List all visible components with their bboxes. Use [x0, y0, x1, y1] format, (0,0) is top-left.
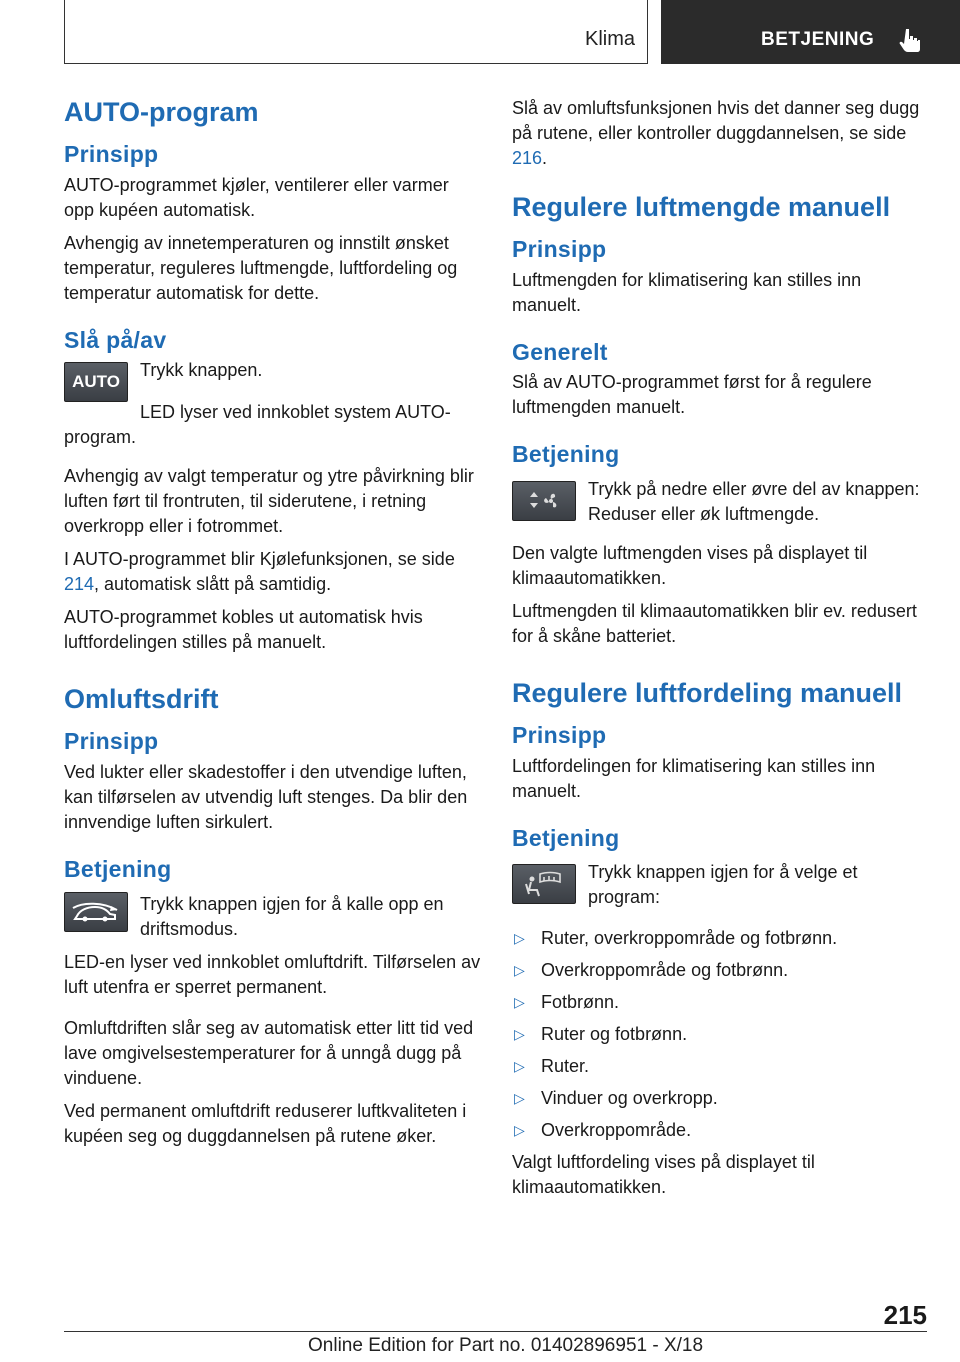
subheading-prinsipp: Prinsipp: [512, 235, 607, 262]
triangle-bullet-icon: ▷: [514, 962, 525, 979]
paragraph: AUTO-programmet kjøler, ventilerer eller varmer opp kupéen automatisk.: [64, 174, 449, 220]
air-distribution-button-row: [512, 860, 926, 910]
header-section-tab: [64, 0, 648, 64]
heading-regulere-luftmengde: Regulere luftmengde manuell: [512, 192, 891, 222]
list-item: ▷ Overkroppområde.: [512, 1118, 926, 1143]
header-section-title: Klima: [584, 28, 635, 50]
paragraph: LED lyser ved innkoblet system AUTO-program.: [64, 402, 451, 448]
car-recirculation-icon: [71, 900, 121, 924]
air-volume-button-row: [512, 477, 926, 527]
air-distribution-button-icon: [512, 864, 576, 904]
paragraph: Avhengig av innetemperaturen og innstilt ønsket temperatur, reguleres luftmengde, luftfordeling og temperatur automatisk for dette.: [64, 232, 458, 303]
paragraph: Ved permanent omluftdrift reduserer luftkvaliteten i kupéen seg og duggdannelsen på rutene øker.: [64, 1100, 467, 1146]
paragraph: Slå av omluftsfunksjonen hvis det danner seg dugg på rutene, eller kontroller duggdannelsen, se side 216.: [512, 98, 920, 168]
paragraph: Ved lukter eller skadestoffer i den utvendige luften, kan tilførselen av utvendig luft stenges. Da blir den innvendige luften sirkulert.: [64, 761, 468, 832]
subheading-prinsipp: Prinsipp: [64, 140, 159, 167]
paragraph: Trykk knappen igjen for å velge et program:: [588, 862, 858, 908]
paragraph: AUTO-programmet kobles ut automatisk hvis luftfordelingen stilles på manuelt.: [64, 607, 423, 653]
triangle-bullet-icon: ▷: [514, 1026, 525, 1043]
paragraph: Slå av AUTO-programmet først for å regulere luftmengden manuelt.: [512, 372, 872, 418]
page-link-216[interactable]: 216: [512, 148, 543, 168]
paragraph: Valgt luftfordeling vises på displayet til klimaautomatikken.: [512, 1152, 815, 1198]
triangle-bullet-icon: ▷: [514, 994, 525, 1011]
header-chapter-tab: [661, 0, 960, 64]
subheading-sla-pa-av: Slå på/av: [64, 326, 167, 353]
paragraph: Den valgte luftmengden vises på displayet til klimaautomatikken.: [512, 543, 868, 588]
program-list: [512, 926, 926, 1143]
heading-auto-program: AUTO-program: [64, 97, 259, 127]
auto-button-row: [64, 358, 482, 402]
paragraph: I AUTO-programmet blir Kjølefunksjonen, se side 214, automatisk slått på samtidig.: [64, 549, 455, 595]
triangle-bullet-icon: ▷: [514, 930, 525, 947]
header-chapter-title: BETJENING: [761, 29, 875, 50]
triangle-bullet-icon: ▷: [514, 1122, 525, 1139]
paragraph: Luftmengden for klimatisering kan stilles inn manuelt.: [512, 269, 862, 315]
heading-regulere-luftfordeling: Regulere luftfordeling manuell: [512, 678, 903, 708]
recirculation-button-row: [64, 892, 482, 942]
subheading-betjening: Betjening: [512, 441, 620, 468]
list-item: ▷ Ruter og fotbrønn.: [512, 1022, 926, 1047]
fan-speed-icon: [524, 489, 564, 513]
air-volume-button-icon: [512, 481, 576, 521]
subheading-prinsipp: Prinsipp: [64, 728, 159, 754]
left-column: [64, 96, 482, 1157]
list-item: ▷ Vinduer og overkropp.: [512, 1086, 926, 1111]
list-item: ▷ Ruter, overkroppområde og fotbrønn.: [512, 926, 926, 951]
auto-button-icon: AUTO: [64, 362, 128, 402]
recirculation-button-icon: [64, 892, 128, 932]
seat-air-distribution-icon: [522, 870, 566, 898]
right-column: [512, 96, 926, 1208]
subheading-prinsipp: Prinsipp: [512, 721, 607, 748]
paragraph: Luftmengden til klimaautomatikken blir ev. redusert for å skåne batteriet.: [512, 601, 917, 646]
heading-omluftsdrift: Omluftsdrift: [64, 684, 219, 715]
paragraph: Trykk på nedre eller øvre del av knappen: Reduser eller øk luftmengde.: [588, 479, 920, 524]
subheading-betjening: Betjening: [64, 855, 172, 882]
paragraph: Trykk knappen.: [140, 360, 263, 381]
list-item: ▷ Overkroppområde og fotbrønn.: [512, 958, 926, 983]
paragraph: Luftfordelingen for klimatisering kan stilles inn manuelt.: [512, 755, 876, 801]
paragraph: Trykk knappen igjen for å kalle opp en driftsmodus.: [140, 893, 444, 939]
page-number: 215: [883, 1300, 927, 1330]
page-link-214[interactable]: 214: [64, 574, 95, 595]
paragraph: Avhengig av valgt temperatur og ytre påvirkning blir luften ført til frontruten, til siderutene, i retning overkropp eller i fotrommet.: [64, 466, 474, 537]
paragraph: Omluftdriften slår seg av automatisk etter litt tid ved lave omgivelsestemperaturer for å unngå dugg på vinduene.: [64, 1017, 474, 1088]
list-item: ▷ Ruter.: [512, 1054, 926, 1079]
list-item: ▷ Fotbrønn.: [512, 990, 926, 1015]
hand-pointer-icon: [897, 27, 923, 58]
triangle-bullet-icon: ▷: [514, 1090, 525, 1107]
footer-divider: [64, 1331, 927, 1332]
subheading-betjening: Betjening: [512, 824, 620, 851]
footer-edition-text: Online Edition for Part no. 01402896951 - X/18: [308, 1335, 704, 1356]
triangle-bullet-icon: ▷: [514, 1058, 525, 1075]
paragraph: LED-en lyser ved innkoblet omluftdrift. Tilførselen av luft utenfra er sperret permanent.: [64, 951, 481, 997]
subheading-generelt: Generelt: [512, 338, 608, 365]
